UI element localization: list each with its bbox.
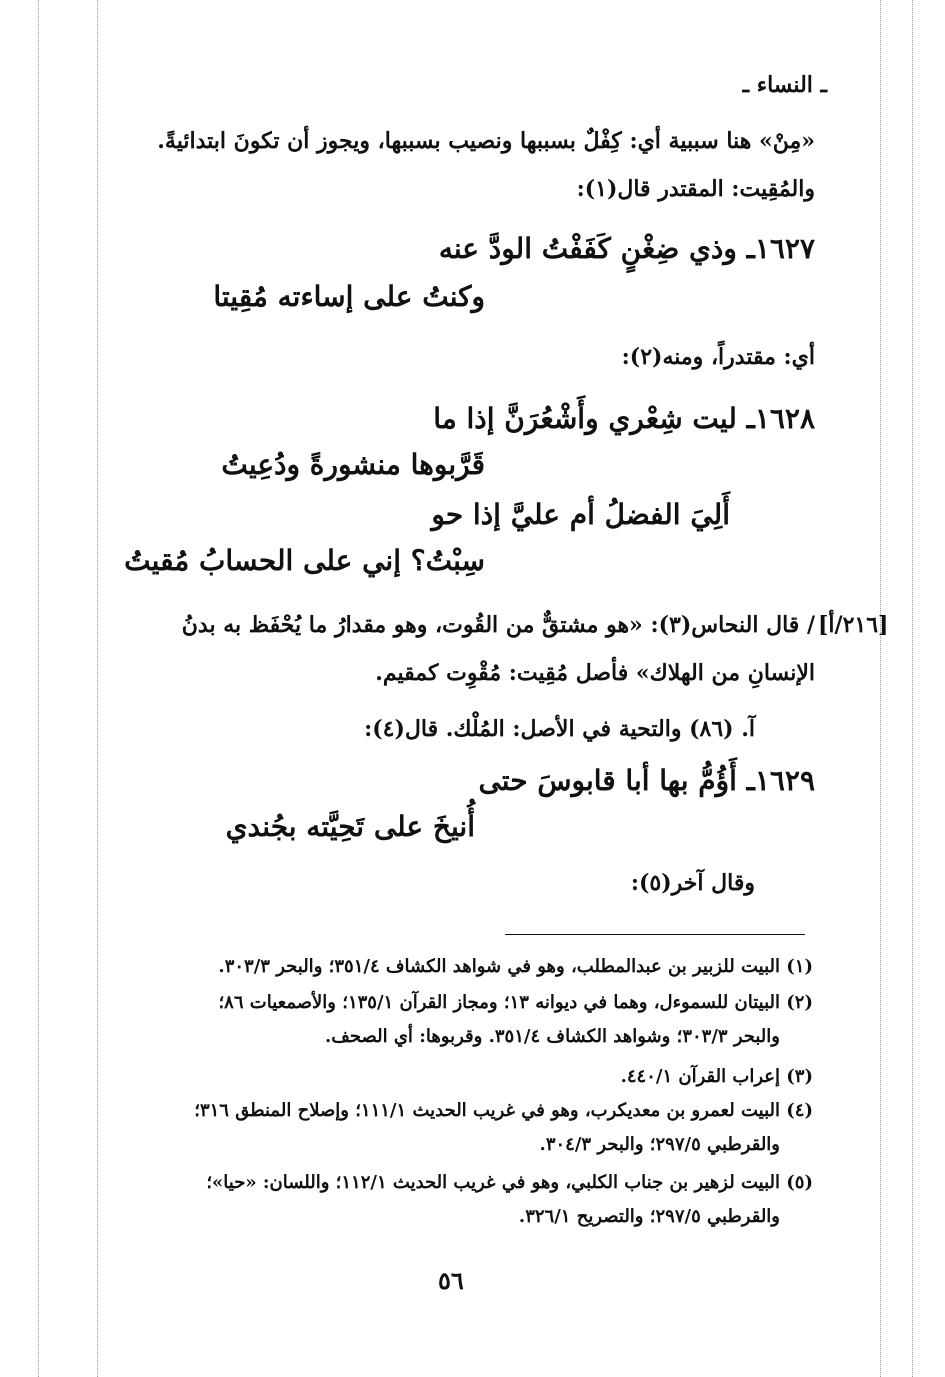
footnote: (٣) إعراب القرآن ٤٤٠/١. [620, 1066, 813, 1087]
footnote-continued: والقرطبي ٢٩٧/٥؛ والبحر ٣٠٤/٣. [539, 1134, 780, 1155]
verse-line: أُنيخَ على تَحِيَّته بجُندي [225, 810, 475, 843]
verse-line: ١٦٢٩ـ أَؤُمُّ بها أبا قابوسَ حتى [478, 764, 815, 797]
footnote: (٤) البيت لعمرو بن معديكرب، وهو في غريب الحديث ١١١/١؛ وإصلاح المنطق ٣١٦؛ [194, 1100, 813, 1121]
verse-line: ١٦٢٧ـ وذي ضِغْنٍ كَفَفْتُ الودَّ عنه [438, 232, 815, 265]
dotted-guide [97, 0, 98, 1377]
body-line: الإنسانِ من الهلاك» فأصل مُقِيت: مُقْوِت كمقيم. [375, 660, 815, 686]
footnote-continued: والقرطبي ٢٩٧/٥؛ والتصريح ٣٢٦/١. [518, 1206, 780, 1227]
footnote-divider [505, 934, 805, 935]
footnote: (٥) البيت لزهير بن جناب الكلبي، وهو في غريب الحديث ١١٢/١؛ واللسان: «حيا»؛ [206, 1172, 813, 1193]
page-number: ٥٦ [438, 1266, 464, 1295]
margin-reference: [٢١٦/أ] [818, 612, 889, 638]
verse-line: ١٦٢٨ـ ليت شِعْري وأَشْعُرَنَّ إذا ما [433, 402, 815, 435]
verse-line: قَرَّبوها منشورةً ودُعِيتُ [221, 448, 485, 481]
dotted-guide [38, 0, 39, 1377]
body-line: وقال آخر(٥): [630, 870, 755, 896]
running-head: ـ النساء ـ [742, 72, 827, 98]
footnote: (١) البيت للزبير بن عبدالمطلب، وهو في شواهد الكشاف ٣٥١/٤؛ والبحر ٣٠٣/٣. [218, 956, 813, 977]
dotted-guide [880, 0, 881, 1377]
body-line: والمُقِيت: المقتدر قال(١): [576, 176, 815, 202]
verse-line: سِبْتُ؟ إني على الحسابُ مُقيتُ [124, 544, 485, 577]
footnote: (٢) البيتان للسموءل، وهما في ديوانه ١٣؛ ومجاز القرآن ١٣٥/١؛ والأصمعيات ٨٦؛ [218, 992, 813, 1013]
verse-line: أَلِيَ الفضلُ أم عليَّ إذا حو [431, 498, 730, 531]
body-line: آ. (٨٦) والتحية في الأصل: المُلْك. قال(٤): [364, 716, 755, 742]
body-line: / قال النحاس(٣): «هو مشتقٌّ من القُوت، وهو مقدارُ ما يُحْفَظ به بدنُ [181, 612, 815, 638]
footnote-continued: والبحر ٣٠٣/٣؛ وشواهد الكشاف ٣٥١/٤. وقربوها: أي الصحف. [324, 1026, 780, 1047]
dotted-guide [912, 0, 913, 1377]
body-line: «مِنْ» هنا سببية أي: كِفْلٌ بسببها ونصيب بسببها، ويجوز أن تكونَ ابتدائيةً. [157, 128, 815, 154]
verse-line: وكنتُ على إساءته مُقِيتا [213, 280, 485, 313]
body-line: أي: مقتدراً، ومنه(٢): [621, 344, 815, 370]
